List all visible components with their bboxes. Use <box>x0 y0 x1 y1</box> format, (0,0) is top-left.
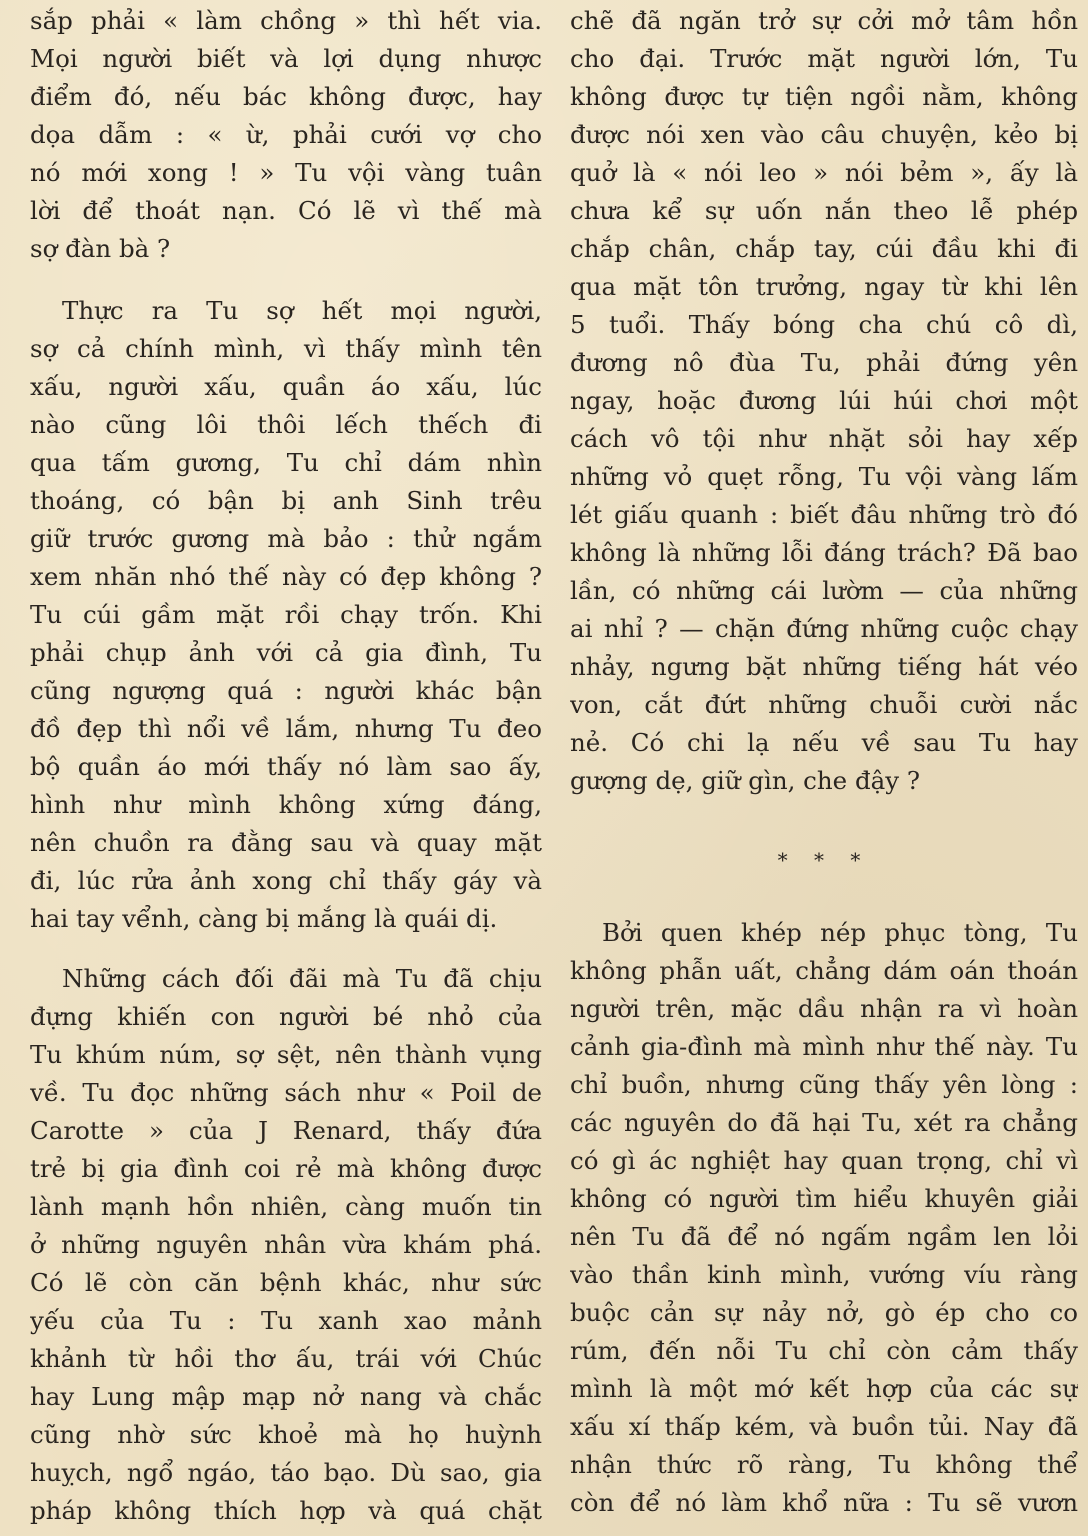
text-line: von, cắt đứt những chuỗi cười nắc <box>570 690 1078 719</box>
text-line: xấu, người xấu, quần áo xấu, lúc <box>30 372 542 401</box>
text-line: trẻ bị gia đình coi rẻ mà không được <box>30 1154 542 1183</box>
text-line: sợ đàn bà ? <box>30 234 171 263</box>
text-line: lét giấu quanh : biết đâu những trò đó <box>570 500 1078 529</box>
text-line: chẽ đã ngăn trở sự cởi mở tâm hồn <box>570 6 1078 35</box>
text-line: qua mặt tôn trưởng, ngay từ khi lên <box>570 272 1078 301</box>
text-line: pháp không thích hợp và quá chặt <box>30 1496 542 1525</box>
text-line: điểm đó, nếu bác không được, hay <box>30 82 542 111</box>
text-line: đồ đẹp thì nổi về lắm, nhưng Tu đeo <box>30 714 542 743</box>
text-line: ai nhỉ ? — chặn đứng những cuộc chạy <box>570 614 1078 643</box>
text-line: giữ trước gương mà bảo : thử ngắm <box>30 524 542 553</box>
text-line: cách vô tội như nhặt sỏi hay xếp <box>570 424 1078 453</box>
text-line: xem nhăn nhó thế này có đẹp không ? <box>30 562 542 591</box>
text-line: chắp chân, chắp tay, cúi đầu khi đi <box>570 234 1078 263</box>
text-line: quở là « nói leo » nói bẻm », ấy là <box>570 158 1078 187</box>
text-line: gượng dẹ, giữ gìn, che đậy ? <box>570 766 921 795</box>
section-separator: * * * <box>777 848 871 872</box>
text-line: đi, lúc rửa ảnh xong chỉ thấy gáy và <box>30 866 542 895</box>
text-line: nên chuồn ra đằng sau và quay mặt <box>30 828 542 857</box>
text-line: phải chụp ảnh với cả gia đình, Tu <box>30 638 542 667</box>
text-line: đương nô đùa Tu, phải đứng yên <box>570 348 1078 377</box>
text-line: mình là một mớ kết hợp của các sự <box>570 1374 1078 1403</box>
text-line: Mọi người biết và lợi dụng nhược <box>30 44 542 73</box>
text-line: còn để nó làm khổ nữa : Tu sẽ vươn <box>570 1488 1078 1517</box>
text-line: dọa dẫm : « ừ, phải cưới vợ cho <box>30 120 542 149</box>
text-line: nẻ. Có chi lạ nếu về sau Tu hay <box>570 728 1078 757</box>
text-line: Carotte » của J Renard, thấy đứa <box>30 1116 542 1145</box>
text-line: sợ cả chính mình, vì thấy mình tên <box>30 334 542 363</box>
paragraph-first-line: Thực ra Tu sợ hết mọi người, <box>62 296 542 325</box>
text-line: cũng ngượng quá : người khác bận <box>30 676 542 705</box>
text-line: chưa kể sự uốn nắn theo lễ phép <box>570 196 1078 225</box>
text-line: những vỏ quẹt rỗng, Tu vội vàng lấm <box>570 462 1078 491</box>
text-line: xấu xí thấp kém, và buồn tủi. Nay đã <box>570 1412 1078 1441</box>
text-line: chỉ buồn, nhưng cũng thấy yên lòng : <box>570 1070 1078 1099</box>
text-line: lời để thoát nạn. Có lẽ vì thế mà <box>30 196 542 225</box>
text-line: không là những lỗi đáng trách? Đã bao <box>570 538 1078 567</box>
text-line: yếu của Tu : Tu xanh xao mảnh <box>30 1306 542 1335</box>
text-line: hai tay vểnh, càng bị mắng là quái dị. <box>30 904 498 933</box>
text-line: hay Lung mập mạp nở nang và chắc <box>30 1382 542 1411</box>
text-line: lần, có những cái lườm — của những <box>570 576 1078 605</box>
text-line: bộ quần áo mới thấy nó làm sao ấy, <box>30 752 542 781</box>
text-line: Có lẽ còn căn bệnh khác, như sức <box>30 1268 542 1297</box>
text-line: không được tự tiện ngồi nằm, không <box>570 82 1078 111</box>
text-line: thoáng, có bận bị anh Sinh trêu <box>30 486 542 515</box>
text-line: rúm, đến nỗi Tu chỉ còn cảm thấy <box>570 1336 1078 1365</box>
text-line: Tu cúi gầm mặt rồi chạy trốn. Khi <box>30 600 542 629</box>
text-line: cũng nhờ sức khoẻ mà họ huỳnh <box>30 1420 542 1449</box>
text-line: ở những nguyên nhân vừa khám phá. <box>30 1230 542 1259</box>
text-line: Tu khúm núm, sợ sệt, nên thành vụng <box>30 1040 542 1069</box>
text-line: nhảy, ngưng bặt những tiếng hát véo <box>570 652 1078 681</box>
text-line: qua tấm gương, Tu chỉ dám nhìn <box>30 448 542 477</box>
text-line: các nguyên do đã hại Tu, xét ra chẳng <box>570 1108 1078 1137</box>
text-line: khảnh từ hồi thơ ấu, trái với Chúc <box>30 1344 542 1373</box>
text-line: cho đại. Trước mặt người lớn, Tu <box>570 44 1078 73</box>
text-line: buộc cản sự nảy nở, gò ép cho co <box>570 1298 1078 1327</box>
text-line: sắp phải « làm chồng » thì hết via. <box>30 6 542 35</box>
text-line: vào thần kinh mình, vướng víu ràng <box>570 1260 1078 1289</box>
text-line: không phẫn uất, chẳng dám oán thoán <box>570 956 1078 985</box>
text-line: có gì ác nghiệt hay quan trọng, chỉ vì <box>570 1146 1078 1175</box>
text-line: người trên, mặc dầu nhận ra vì hoàn <box>570 994 1078 1023</box>
text-line: đựng khiến con người bé nhỏ của <box>30 1002 542 1031</box>
text-line: hình như mình không xứng đáng, <box>30 790 542 819</box>
text-line: huỵch, ngổ ngáo, táo bạo. Dù sao, gia <box>30 1458 542 1487</box>
text-line: ngay, hoặc đương lúi húi chơi một <box>570 386 1078 415</box>
paragraph-first-line: Bởi quen khép nép phục tòng, Tu <box>602 918 1078 947</box>
text-line: cảnh gia-đình mà mình như thế này. Tu <box>570 1032 1078 1061</box>
text-line: nên Tu đã để nó ngấm ngầm len lỏi <box>570 1222 1078 1251</box>
text-line: về. Tu đọc những sách như « Poil de <box>30 1078 542 1107</box>
text-line: 5 tuổi. Thấy bóng cha chú cô dì, <box>570 310 1078 339</box>
paragraph-first-line: Những cách đối đãi mà Tu đã chịu <box>62 964 542 993</box>
text-line: nào cũng lôi thôi lếch thếch đi <box>30 410 542 439</box>
text-line: không có người tìm hiểu khuyên giải <box>570 1184 1078 1213</box>
text-line: nhận thức rõ ràng, Tu không thể <box>570 1450 1078 1479</box>
text-line: nó mới xong ! » Tu vội vàng tuân <box>30 158 542 187</box>
text-line: lành mạnh hồn nhiên, càng muốn tin <box>30 1192 542 1221</box>
text-line: được nói xen vào câu chuyện, kẻo bị <box>570 120 1078 149</box>
